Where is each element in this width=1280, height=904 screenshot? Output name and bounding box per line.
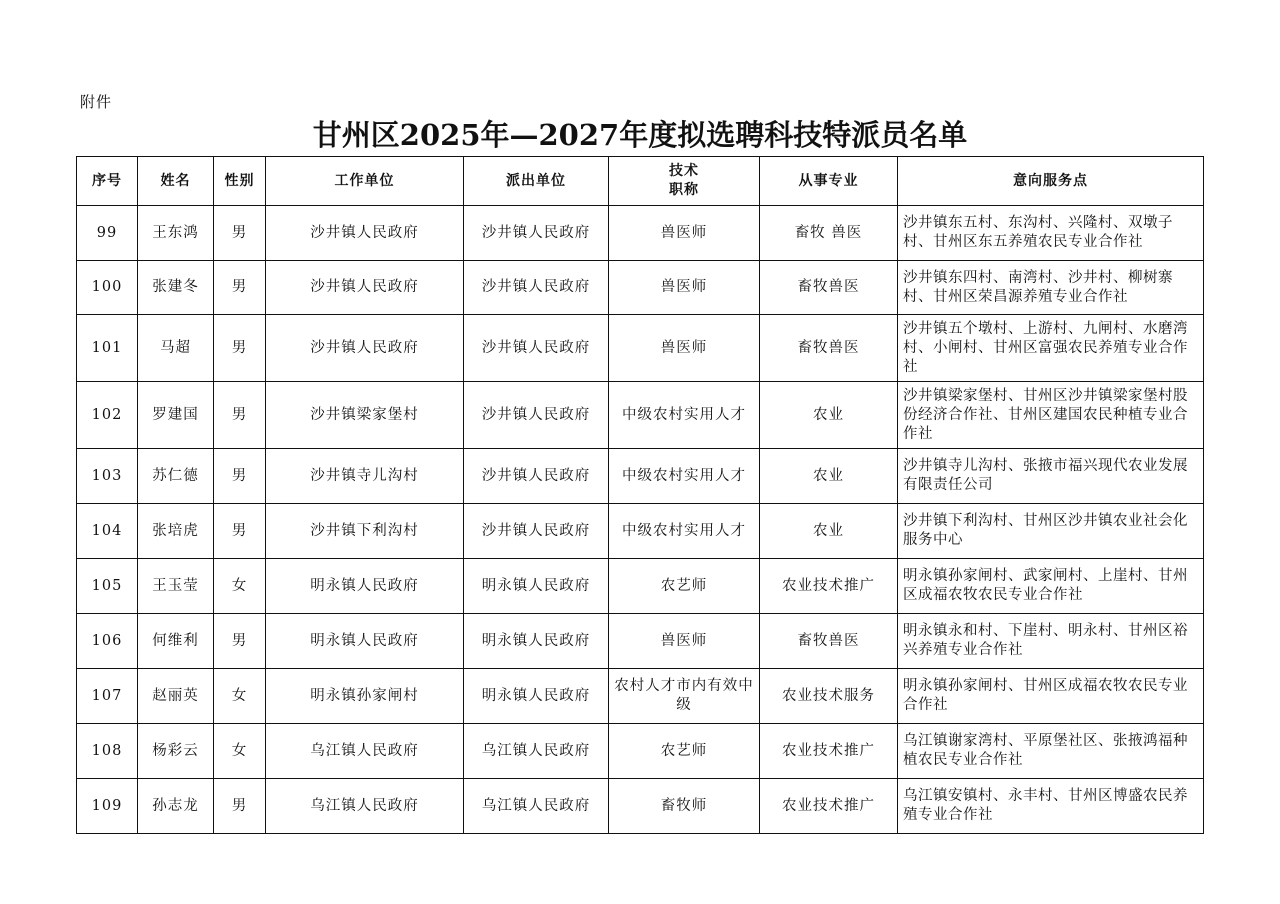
cell-service-points: 沙井镇梁家堡村、甘州区沙井镇梁家堡村股份经济合作社、甘州区建国农民种植专业合作社: [898, 382, 1204, 449]
cell-gender: 男: [214, 779, 266, 834]
table-row: [77, 449, 1204, 504]
cell-dispatch-unit: 沙井镇人民政府: [464, 449, 609, 504]
header-specialty: 从事专业: [760, 157, 898, 206]
header-tech-title-line1: 技术: [669, 163, 699, 179]
cell-name: 马超: [138, 315, 214, 382]
cell-service-points: 沙井镇五个墩村、上游村、九闸村、水磨湾村、小闸村、甘州区富强农民养殖专业合作社: [898, 315, 1204, 382]
annex-label: 附件: [80, 93, 113, 111]
cell-service-points: 沙井镇下利沟村、甘州区沙井镇农业社会化服务中心: [898, 504, 1204, 559]
cell-gender: 男: [214, 614, 266, 669]
cell-name: 王玉莹: [138, 559, 214, 614]
cell-tech-title: 兽医师: [609, 261, 760, 315]
specialist-table: [76, 156, 1204, 834]
cell-work-unit: 乌江镇人民政府: [266, 779, 464, 834]
cell-specialty: 畜牧 兽医: [760, 206, 898, 261]
cell-seq: 105: [77, 559, 138, 614]
cell-gender: 男: [214, 315, 266, 382]
cell-gender: 女: [214, 559, 266, 614]
cell-tech-title: 兽医师: [609, 315, 760, 382]
cell-specialty: 畜牧兽医: [760, 614, 898, 669]
table-row: [77, 614, 1204, 669]
cell-name: 王东鸿: [138, 206, 214, 261]
cell-name: 张建冬: [138, 261, 214, 315]
cell-work-unit: 明永镇人民政府: [266, 614, 464, 669]
cell-specialty: 畜牧兽医: [760, 261, 898, 315]
cell-work-unit: 沙井镇人民政府: [266, 206, 464, 261]
cell-seq: 99: [77, 206, 138, 261]
cell-dispatch-unit: 乌江镇人民政府: [464, 724, 609, 779]
header-seq: 序号: [77, 157, 138, 206]
cell-specialty: 农业技术推广: [760, 724, 898, 779]
cell-seq: 100: [77, 261, 138, 315]
cell-specialty: 农业: [760, 504, 898, 559]
cell-specialty: 农业技术服务: [760, 669, 898, 724]
cell-dispatch-unit: 沙井镇人民政府: [464, 206, 609, 261]
header-tech-title: [609, 157, 760, 206]
cell-service-points: 沙井镇寺儿沟村、张掖市福兴现代农业发展有限责任公司: [898, 449, 1204, 504]
cell-gender: 女: [214, 724, 266, 779]
cell-tech-title: 中级农村实用人才: [609, 382, 760, 449]
cell-work-unit: 明永镇人民政府: [266, 559, 464, 614]
cell-tech-title: 兽医师: [609, 206, 760, 261]
cell-tech-title: 农村人才市内有效中级: [609, 669, 760, 724]
header-tech-title-line2: 职称: [669, 182, 699, 198]
table-row: [77, 559, 1204, 614]
cell-specialty: 农业: [760, 449, 898, 504]
cell-gender: 男: [214, 261, 266, 315]
cell-name: 孙志龙: [138, 779, 214, 834]
cell-service-points: 乌江镇安镇村、永丰村、甘州区博盛农民养殖专业合作社: [898, 779, 1204, 834]
cell-dispatch-unit: 沙井镇人民政府: [464, 504, 609, 559]
header-name: 姓名: [138, 157, 214, 206]
cell-dispatch-unit: 乌江镇人民政府: [464, 779, 609, 834]
table-row: [77, 504, 1204, 559]
table-row: [77, 206, 1204, 261]
table-row: [77, 724, 1204, 779]
cell-gender: 男: [214, 449, 266, 504]
header-work-unit: 工作单位: [266, 157, 464, 206]
header-dispatch-unit: 派出单位: [464, 157, 609, 206]
cell-service-points: 乌江镇谢家湾村、平原堡社区、张掖鸿福种植农民专业合作社: [898, 724, 1204, 779]
cell-gender: 女: [214, 669, 266, 724]
cell-dispatch-unit: 明永镇人民政府: [464, 669, 609, 724]
cell-name: 杨彩云: [138, 724, 214, 779]
cell-name: 罗建国: [138, 382, 214, 449]
header-gender: 性别: [214, 157, 266, 206]
cell-dispatch-unit: 沙井镇人民政府: [464, 382, 609, 449]
cell-tech-title: 农艺师: [609, 724, 760, 779]
cell-gender: 男: [214, 206, 266, 261]
cell-gender: 男: [214, 504, 266, 559]
cell-specialty: 农业技术推广: [760, 779, 898, 834]
cell-service-points: 明永镇孙家闸村、甘州区成福农牧农民专业合作社: [898, 669, 1204, 724]
cell-dispatch-unit: 明永镇人民政府: [464, 559, 609, 614]
cell-seq: 101: [77, 315, 138, 382]
cell-specialty: 农业: [760, 382, 898, 449]
cell-service-points: 沙井镇东四村、南湾村、沙井村、柳树寨村、甘州区荣昌源养殖专业合作社: [898, 261, 1204, 315]
cell-seq: 103: [77, 449, 138, 504]
cell-work-unit: 沙井镇梁家堡村: [266, 382, 464, 449]
cell-seq: 106: [77, 614, 138, 669]
table-row: [77, 779, 1204, 834]
table-row: [77, 261, 1204, 315]
cell-seq: 107: [77, 669, 138, 724]
cell-work-unit: 乌江镇人民政府: [266, 724, 464, 779]
cell-gender: 男: [214, 382, 266, 449]
table-row: [77, 315, 1204, 382]
cell-seq: 102: [77, 382, 138, 449]
cell-service-points: 沙井镇东五村、东沟村、兴隆村、双墩子村、甘州区东五养殖农民专业合作社: [898, 206, 1204, 261]
cell-service-points: 明永镇永和村、下崖村、明永村、甘州区裕兴养殖专业合作社: [898, 614, 1204, 669]
document-title: 甘州区2025年—2027年度拟选聘科技特派员名单: [312, 118, 968, 152]
cell-dispatch-unit: 沙井镇人民政府: [464, 315, 609, 382]
cell-dispatch-unit: 明永镇人民政府: [464, 614, 609, 669]
cell-work-unit: 明永镇孙家闸村: [266, 669, 464, 724]
cell-name: 张培虎: [138, 504, 214, 559]
cell-work-unit: 沙井镇人民政府: [266, 261, 464, 315]
cell-name: 苏仁德: [138, 449, 214, 504]
cell-work-unit: 沙井镇人民政府: [266, 315, 464, 382]
cell-name: 赵丽英: [138, 669, 214, 724]
cell-specialty: 农业技术推广: [760, 559, 898, 614]
cell-dispatch-unit: 沙井镇人民政府: [464, 261, 609, 315]
cell-name: 何维利: [138, 614, 214, 669]
table-row: [77, 669, 1204, 724]
cell-tech-title: 农艺师: [609, 559, 760, 614]
cell-work-unit: 沙井镇下利沟村: [266, 504, 464, 559]
cell-tech-title: 兽医师: [609, 614, 760, 669]
header-service-points: 意向服务点: [898, 157, 1204, 206]
cell-seq: 108: [77, 724, 138, 779]
table-header-row: [77, 157, 1204, 206]
cell-service-points: 明永镇孙家闸村、武家闸村、上崖村、甘州区成福农牧农民专业合作社: [898, 559, 1204, 614]
cell-tech-title: 中级农村实用人才: [609, 449, 760, 504]
cell-specialty: 畜牧兽医: [760, 315, 898, 382]
cell-tech-title: 畜牧师: [609, 779, 760, 834]
cell-seq: 104: [77, 504, 138, 559]
cell-work-unit: 沙井镇寺儿沟村: [266, 449, 464, 504]
cell-seq: 109: [77, 779, 138, 834]
cell-tech-title: 中级农村实用人才: [609, 504, 760, 559]
table-row: [77, 382, 1204, 449]
